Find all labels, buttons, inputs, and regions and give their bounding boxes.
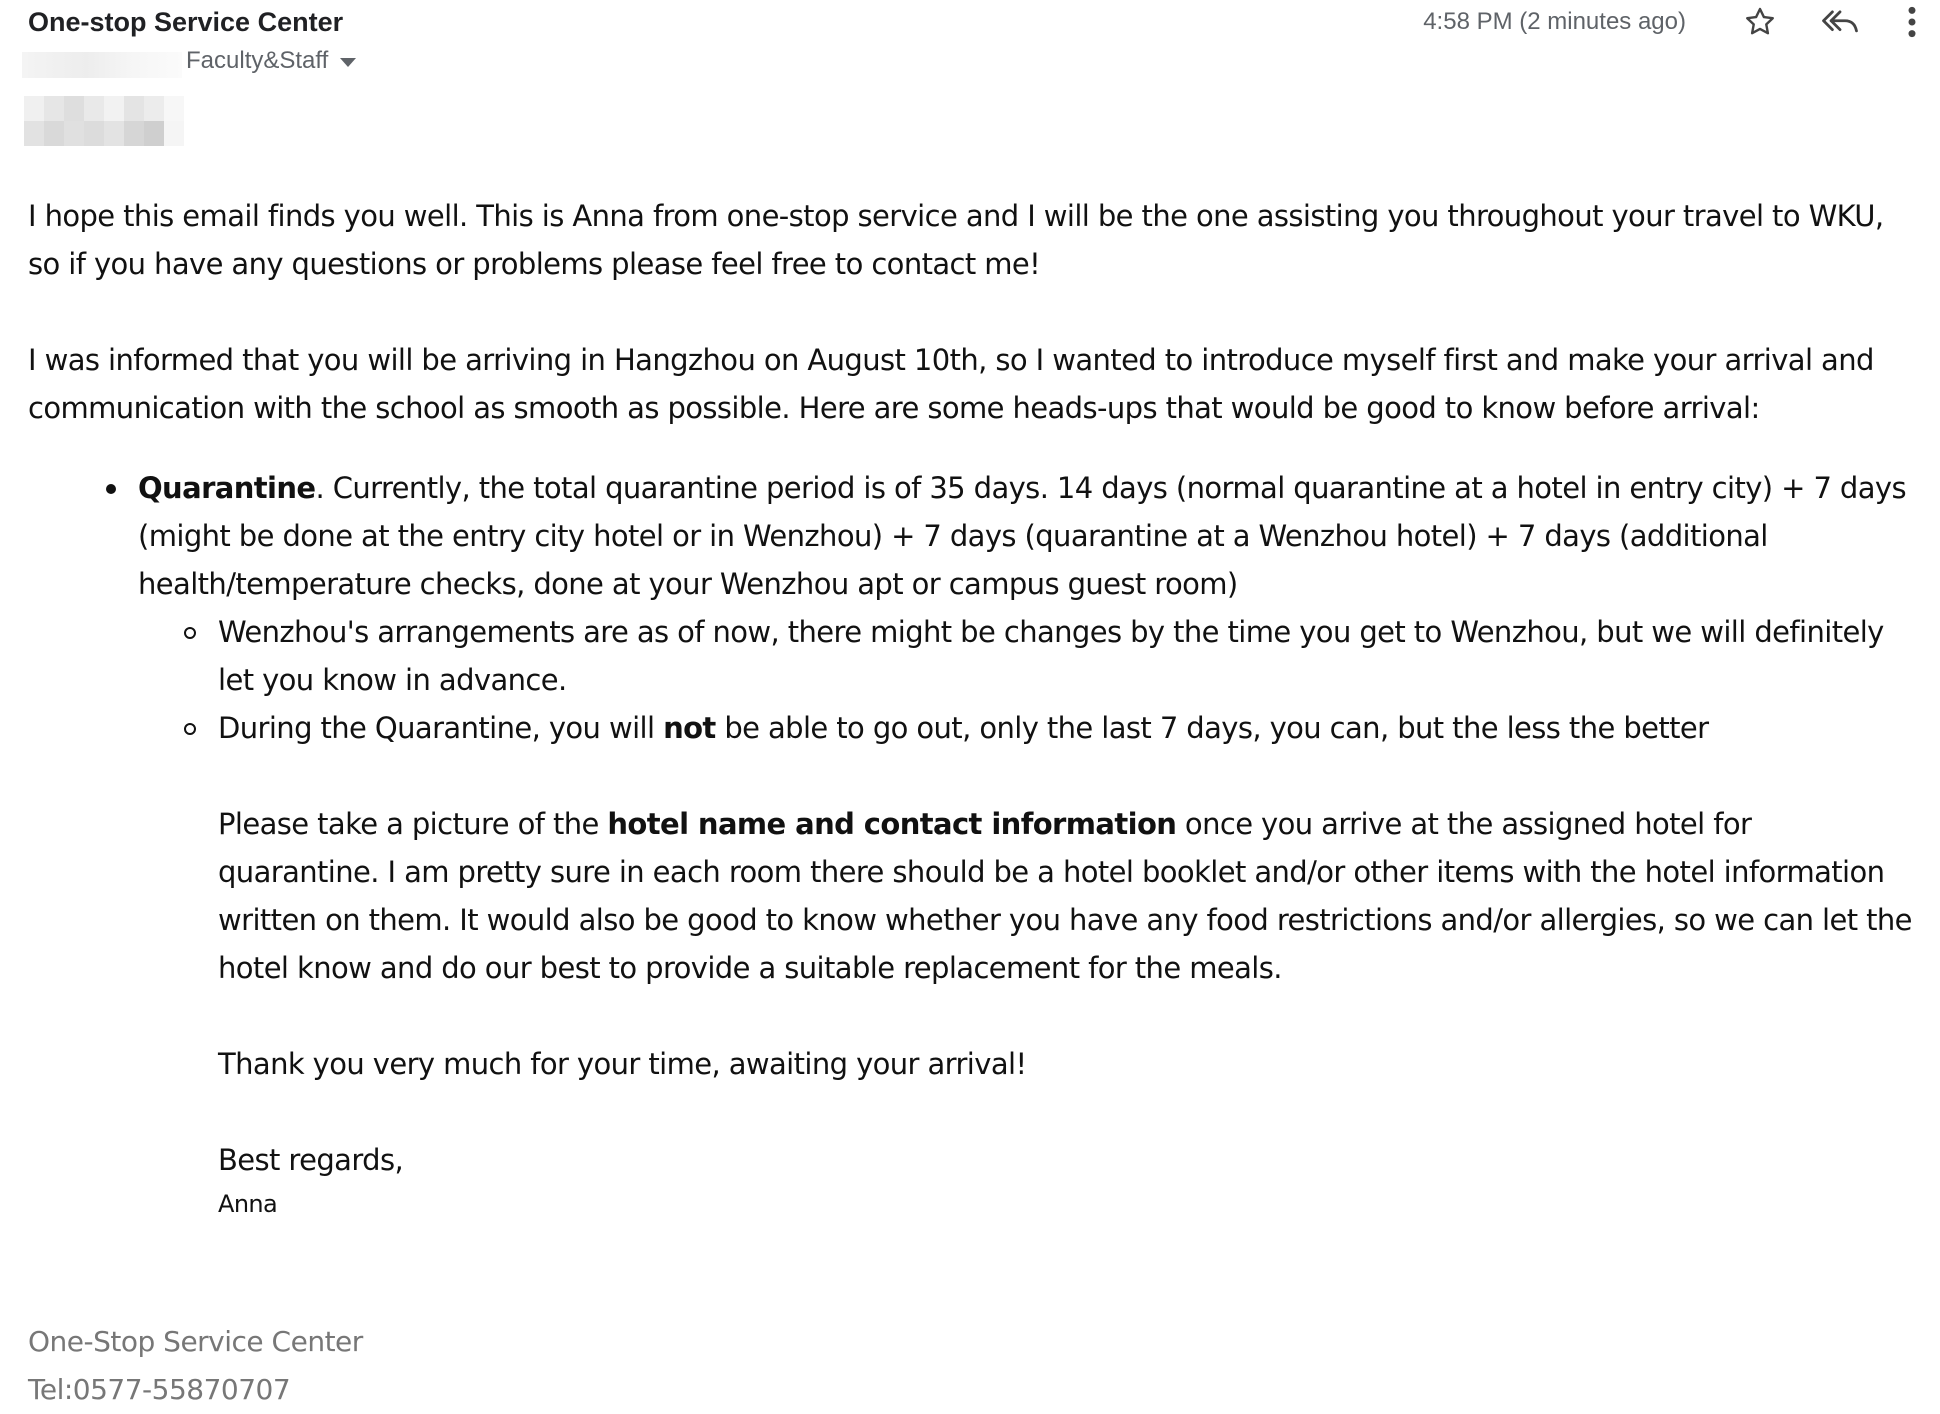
circle-bullet-icon	[184, 627, 196, 639]
sublist-text: be able to go out, only the last 7 days, you can, but the less the better	[715, 711, 1709, 745]
reply-all-icon	[1821, 7, 1859, 37]
list-item	[218, 704, 1918, 752]
more-vert-icon	[1907, 6, 1917, 38]
continued-content	[138, 752, 1918, 1224]
email-body	[28, 192, 1918, 1224]
intro-paragraph: I hope this email finds you well. This is Anna from one-stop service and I will be the one assisting you throughout your travel to WKU, so if you have any questions or problems please feel free to contact me!	[28, 199, 1884, 281]
emphasis-text: hotel name and contact information	[607, 807, 1177, 841]
headsup-list	[28, 464, 1918, 1224]
email-header	[0, 0, 1940, 160]
redacted-recipient-address	[22, 52, 182, 78]
paragraph-text: Please take a picture of the	[218, 807, 608, 841]
sublist-text: During the Quarantine, you will	[218, 711, 664, 745]
recipient-row[interactable]	[186, 46, 356, 76]
arrival-paragraph: I was informed that you will be arriving in Hangzhou on August 10th, so I wanted to introduce myself first and make your arrival and communication with the school as smooth as possible. Here are some heads-ups that would be good to know before arrival:	[28, 343, 1874, 425]
chevron-down-icon[interactable]	[340, 58, 356, 67]
emphasis-text: not	[663, 711, 716, 745]
email-signature-footer	[28, 1318, 363, 1414]
circle-bullet-icon	[184, 723, 196, 735]
star-icon	[1743, 5, 1777, 39]
redacted-block	[24, 96, 184, 146]
more-options-button[interactable]	[1890, 2, 1934, 42]
quarantine-text: . Currently, the total quarantine period is of 35 days. 14 days (normal quarantine at a hotel in entry city) + 7 days (might be done at the entry city hotel or in Wenzhou) + 7 days (quarantine at a Wenzhou hotel) + 7 days (additional health/temperature checks, done at your Wenzhou apt or campus guest room)	[138, 471, 1906, 601]
list-item	[138, 464, 1918, 1224]
recipient-label: Faculty&Staff	[186, 47, 329, 74]
quarantine-sublist	[138, 608, 1918, 752]
regards-text: Best regards,	[218, 1143, 404, 1177]
sublist-text: Wenzhou's arrangements are as of now, there might be changes by the time you get to Wenzhou, but we will definitely let you know in advance.	[218, 615, 1884, 697]
list-item	[218, 608, 1918, 704]
bullet-icon	[106, 484, 116, 494]
email-timestamp: 4:58 PM (2 minutes ago)	[1423, 8, 1686, 35]
sender-name[interactable]: One-stop Service Center	[28, 7, 344, 37]
reply-all-button[interactable]	[1818, 2, 1862, 42]
hotel-info-paragraph	[218, 800, 1918, 992]
quarantine-label: Quarantine	[138, 471, 316, 505]
footer-tel: Tel:0577-55870707	[28, 1373, 291, 1406]
footer-org: One-Stop Service Center	[28, 1325, 363, 1358]
signer-name: Anna	[218, 1190, 278, 1218]
paragraph-text: once you arrive at the assigned hotel for quarantine. I am pretty sure in each room there should be a hotel booklet and/or other items with the hotel information written on them. It would also be good to know whether you have any food restrictions and/or allergies, so we can let the hotel know and do our best to provide a suitable replacement for the meals.	[218, 807, 1912, 985]
thanks-paragraph: Thank you very much for your time, awaiting your arrival!	[218, 1047, 1027, 1081]
star-button[interactable]	[1738, 2, 1782, 42]
